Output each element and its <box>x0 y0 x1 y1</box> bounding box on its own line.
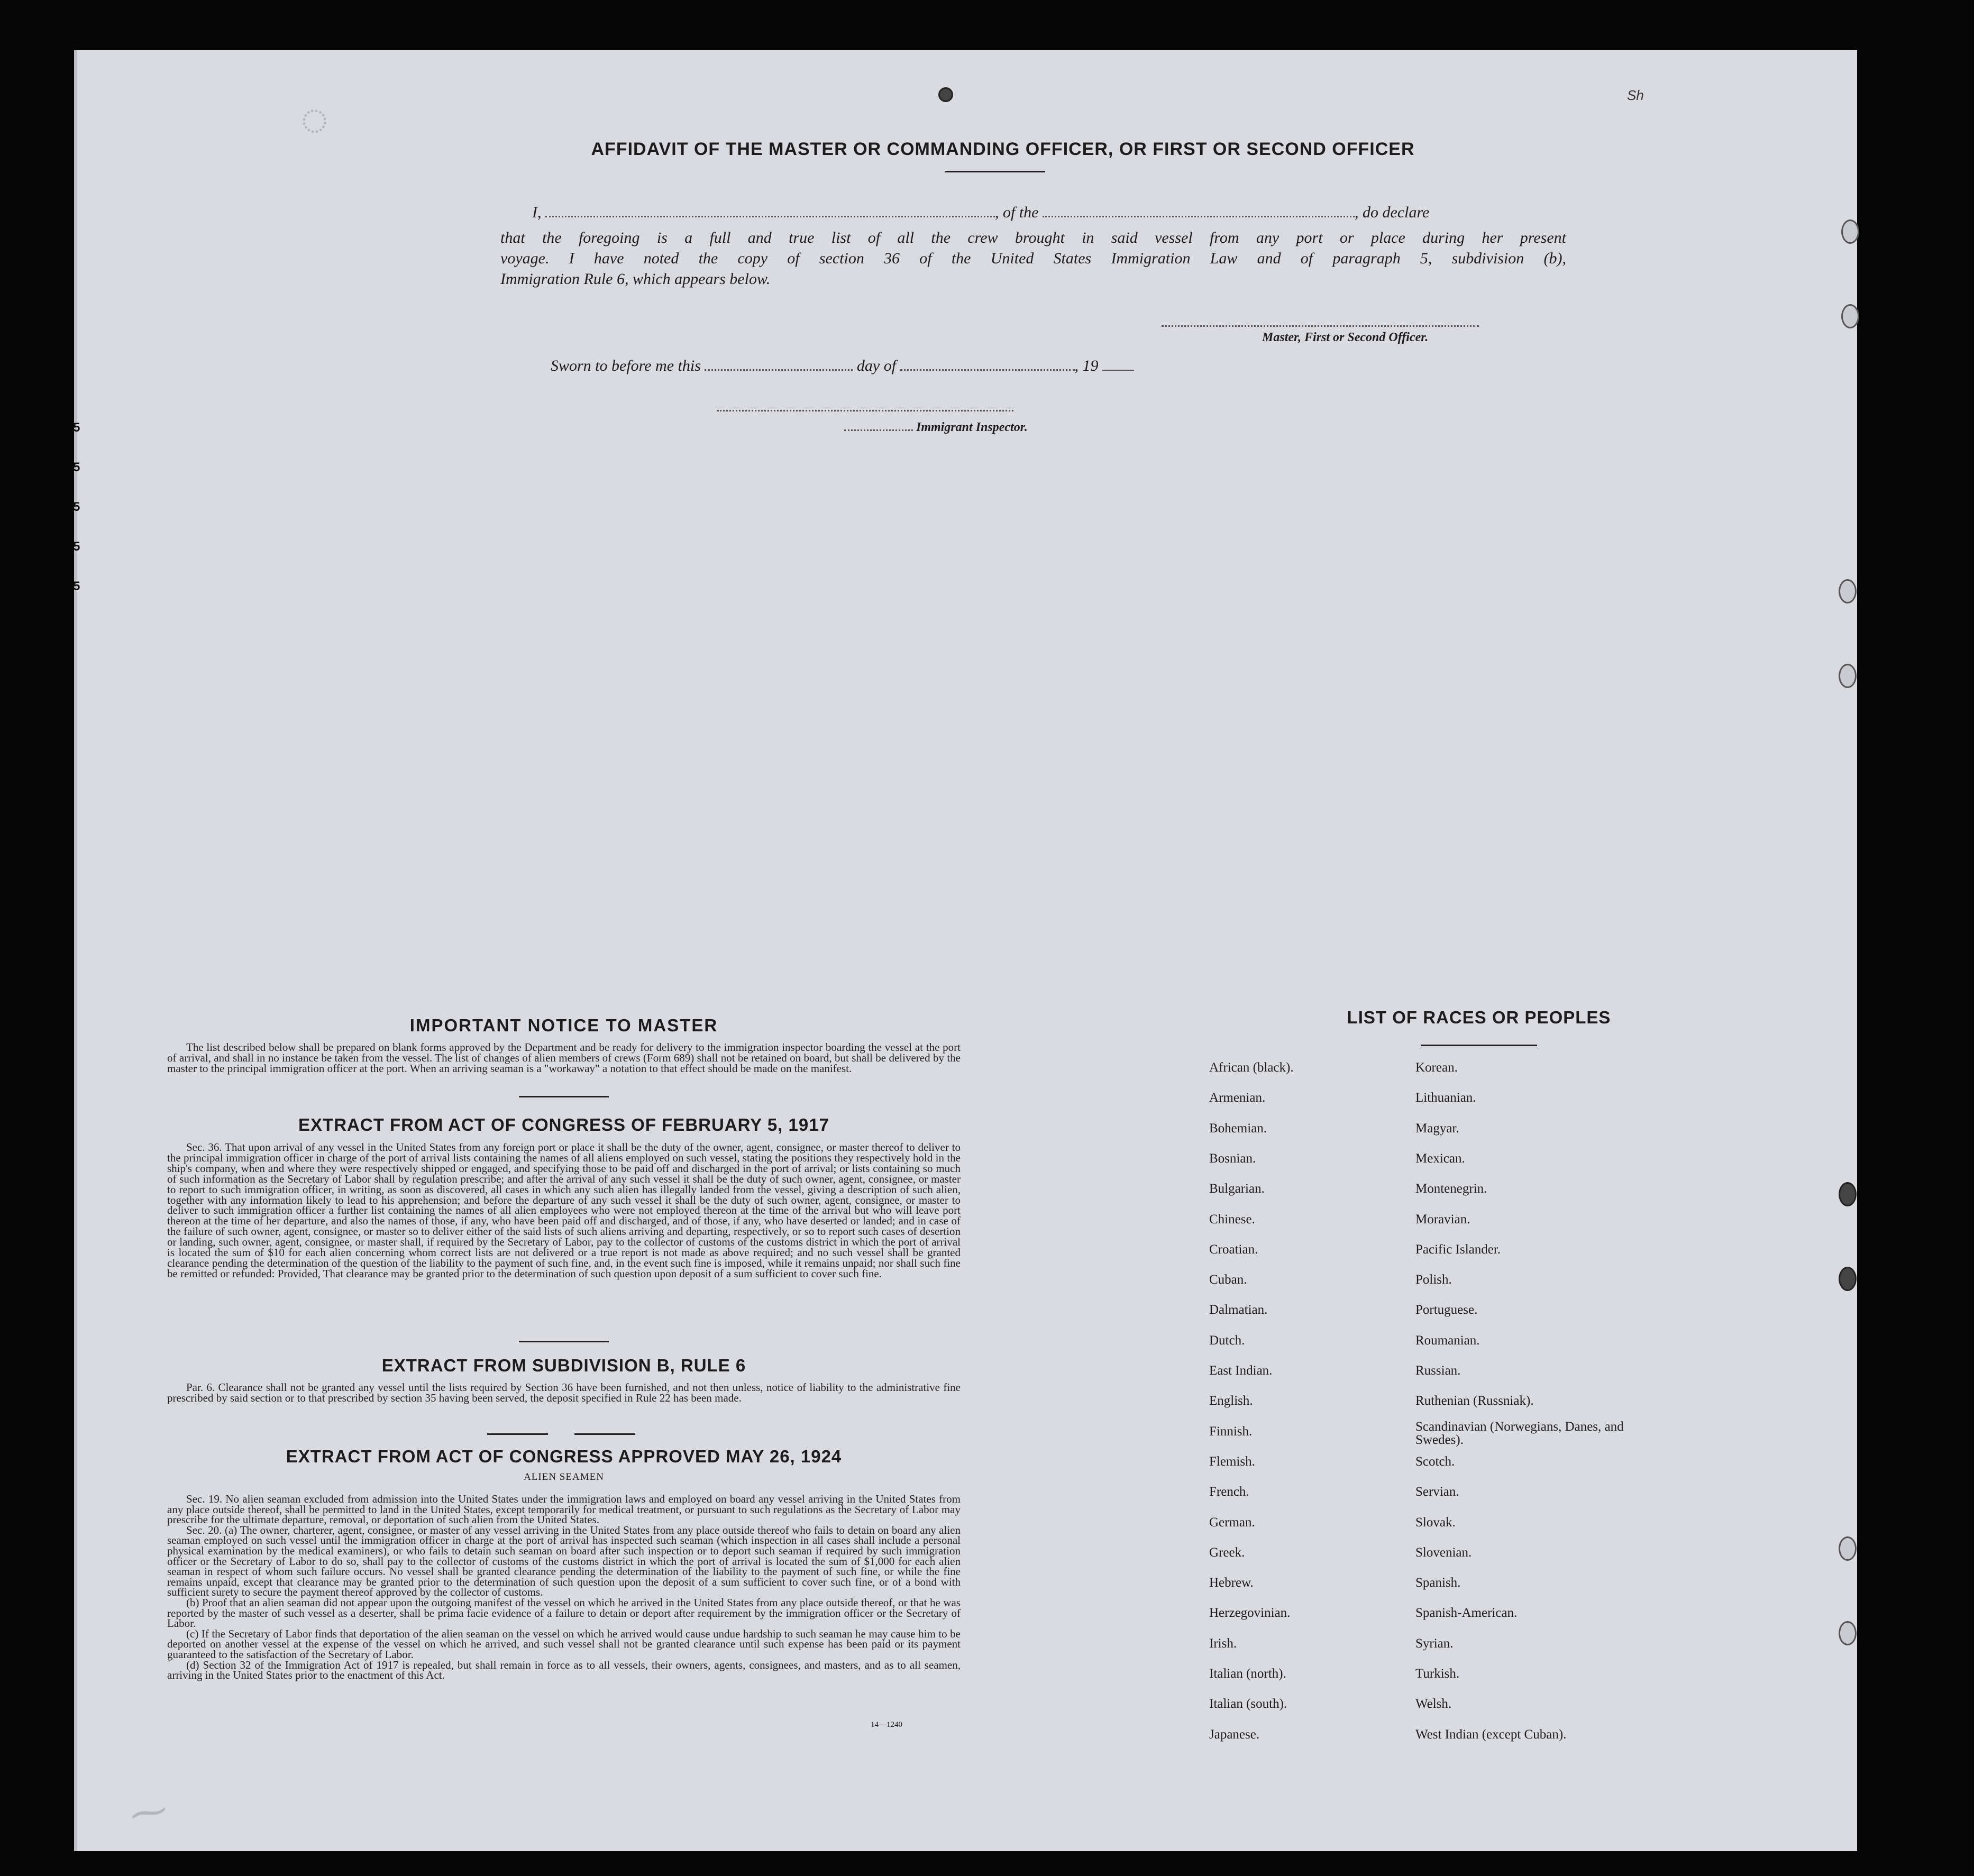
race-item: Japanese. <box>1209 1727 1260 1742</box>
extract-1924-paragraph: (b) Proof that an alien seaman did not appear upon the outgoing manifest of the vessel on which he arrived in the United States from any place outside thereof, or that he was reported by the master of such vessel as a deserter, shall be prima facie evidence of a failure to detain or deport after requirement by the immigration officer or the Secretary of Labor. <box>167 1596 961 1630</box>
race-item: Servian. <box>1415 1485 1459 1499</box>
of-the-label: , of the <box>995 204 1039 221</box>
race-item: Syrian. <box>1415 1636 1454 1651</box>
pencil-scribble-icon: ⁓ <box>127 1789 171 1836</box>
race-item: French. <box>1209 1485 1249 1499</box>
inspector-caption: Immigrant Inspector. <box>916 420 1028 434</box>
affidavit-title: AFFIDAVIT OF THE MASTER OR COMMANDING OFFICER, OR FIRST OR SECOND OFFICER <box>591 139 1415 159</box>
race-item: Roumanian. <box>1415 1333 1480 1348</box>
form-number: 14—1240 <box>871 1721 902 1729</box>
race-item: Montenegrin. <box>1415 1182 1487 1196</box>
race-item: Spanish-American. <box>1415 1606 1518 1621</box>
race-item: Chinese. <box>1209 1212 1255 1227</box>
race-item: Hebrew. <box>1209 1576 1254 1590</box>
sworn-line <box>551 357 1134 375</box>
officer-caption: Master, First or Second Officer. <box>1262 331 1429 344</box>
extract-rule6-text <box>167 1382 961 1403</box>
punch-hole-icon <box>1839 1267 1857 1291</box>
race-item: Croatian. <box>1209 1242 1258 1257</box>
race-item: Russian. <box>1415 1363 1461 1378</box>
extract-1924-paragraph: (c) If the Secretary of Labor finds that deportation of the alien seaman on the vessel on which he arrived would cause undue hardship to such seaman he may cause him to be deported on another vessel at the expense of the vessel on which he arrived, and such vessel shall not be granted clearance until such expense has been paid or its payment guaranteed to the satisfaction of the Secretary of Labor. <box>167 1627 961 1661</box>
race-item: Slovenian. <box>1415 1545 1472 1560</box>
inspector-signature-line[interactable] <box>717 410 1013 411</box>
punch-hole-icon <box>1839 1621 1857 1645</box>
margin-mark: 5 <box>73 539 80 554</box>
affidavit-divider <box>945 171 1045 172</box>
extract-rule6-paragraph: Par. 6. Clearance shall not be granted any vessel until the lists required by Section 36 have been furnished, and not then unless, notice of liability to the administrative fine prescribed by said section or to that prescribed by section 35 having been served, the deposit specified in Rule 22 has been made. <box>167 1381 961 1404</box>
vessel-name-field[interactable] <box>1043 216 1355 217</box>
race-item: Italian (north). <box>1209 1667 1286 1681</box>
punch-hole-icon <box>938 87 953 102</box>
races-title: LIST OF RACES OR PEOPLES <box>1347 1008 1611 1027</box>
race-item: Lithuanian. <box>1415 1091 1476 1105</box>
race-item: Slovak. <box>1415 1515 1456 1530</box>
affidavit-body-line: voyage. I have noted the copy of section 36 of the United States Immigration Law and of paragraph 5, subdivision (b), <box>500 250 1566 267</box>
extract-1917-divider <box>519 1341 609 1342</box>
race-item: Welsh. <box>1415 1697 1452 1712</box>
race-item: Dalmatian. <box>1209 1303 1268 1317</box>
pencil-scribble-icon: ◌ <box>287 90 341 150</box>
race-item: Ruthenian (Russniak). <box>1415 1394 1534 1408</box>
punch-hole-icon <box>1841 219 1859 244</box>
race-item: Italian (south). <box>1209 1697 1287 1712</box>
declare-label: , do declare <box>1355 204 1430 221</box>
punch-hole-icon <box>1839 1536 1857 1561</box>
notice-title: IMPORTANT NOTICE TO MASTER <box>409 1015 718 1035</box>
race-item: West Indian (except Cuban). <box>1415 1727 1567 1742</box>
extract-1917-title: EXTRACT FROM ACT OF CONGRESS OF FEBRUARY 5, 1917 <box>298 1115 829 1134</box>
race-item: Portuguese. <box>1415 1303 1478 1317</box>
declarant-name-field[interactable] <box>545 216 995 217</box>
extract-rule6-divider <box>574 1433 635 1435</box>
extract-rule6-divider <box>487 1433 548 1435</box>
race-item: Armenian. <box>1209 1091 1266 1105</box>
race-item: Greek. <box>1209 1545 1245 1560</box>
race-item: Dutch. <box>1209 1333 1245 1348</box>
race-item: Magyar. <box>1415 1121 1459 1136</box>
punch-hole-icon <box>1839 579 1857 603</box>
notice-paragraph: The list described below shall be prepared on blank forms approved by the Department and be ready for delivery to the immigration inspector boarding the vessel at the port of arrival, and shall in no instance be taken from the vessel. The list of changes of alien members of crews (Form 689) shall not be retained on board, but shall be delivered by the master to the principal immigration officer at the port. When an arriving seaman is a "workaway" a notation to that effect should be made on the manifest. <box>167 1041 961 1075</box>
manifest-sheet <box>74 50 1857 1851</box>
race-item: Bosnian. <box>1209 1151 1256 1166</box>
affidavit-body-line: Immigration Rule 6, which appears below. <box>500 270 771 288</box>
race-item: Bulgarian. <box>1209 1182 1265 1196</box>
declarant-label: I, <box>532 204 542 221</box>
race-item: Moravian. <box>1415 1212 1470 1227</box>
extract-1924-text <box>167 1494 961 1681</box>
affidavit-body-line: that the foregoing is a full and true list of all the crew brought in said vessel from any port or place during her present <box>500 229 1566 246</box>
extract-rule6-title: EXTRACT FROM SUBDIVISION B, RULE 6 <box>381 1356 746 1375</box>
race-item: Scotch. <box>1415 1454 1455 1469</box>
sworn-year-field[interactable] <box>1102 370 1134 371</box>
margin-mark: 5 <box>73 420 80 435</box>
extract-1924-title: EXTRACT FROM ACT OF CONGRESS APPROVED MAY 26, 1924 <box>286 1447 842 1466</box>
notice-divider <box>519 1096 609 1097</box>
affidavit-declaration-line <box>532 204 1566 222</box>
race-item: African (black). <box>1209 1060 1294 1075</box>
race-item: East Indian. <box>1209 1363 1273 1378</box>
race-item: Scandinavian (Norwegians, Danes, and Swedes). <box>1415 1419 1624 1447</box>
extract-1924-paragraph: (d) Section 32 of the Immigration Act of 1917 is repealed, but shall remain in force as to all vessels, their owners, agents, consignees, and masters, and as to all seamen, arriving in the United States prior to the enactment of this Act. <box>167 1658 961 1682</box>
inspector-line <box>844 420 1028 435</box>
margin-mark: 5 <box>73 500 80 514</box>
margin-mark: 5 <box>73 460 80 474</box>
race-item: English. <box>1209 1394 1253 1408</box>
race-item: Pacific Islander. <box>1415 1242 1501 1257</box>
race-item: Irish. <box>1209 1636 1237 1651</box>
sworn-day-field[interactable] <box>705 369 853 371</box>
affidavit-body <box>500 227 1566 289</box>
extract-1924-paragraph: Sec. 20. (a) The owner, charterer, agent, consignee, or master of any vessel arriving in the United States from any place outside thereof who fails to detain on board any alien seaman employed on such vessel until the immigration officer in charge at the port of arrival has inspected such seaman (which inspection in all cases shall include a personal physical examination by the medical examiners), or who fails to detain such seaman on board after such inspection or to deport such seaman if required by such immigration officer or the Secretary of Labor to do so, shall pay to the collector of customs of the customs district in which the port of arrival is located the sum of $1,000 for each alien seaman in respect of whom such failure occurs. No vessel shall be granted clearance pending the determination of the liability to the payment of such fine, or while the fine remains unpaid, except that clearance may be granted prior to the determination of such question upon the deposit of a sum sufficient to cover such fine, or of a bond with sufficient surety to secure the payment thereof approved by the collector of customs. <box>167 1523 961 1599</box>
extract-1917-text <box>167 1142 961 1279</box>
extract-1924-paragraph: Sec. 19. No alien seaman excluded from admission into the United States under the immigration laws and employed on board any vessel arriving in the United States from any place outside thereof, shall be permitted to land in the United States, except temporarily for medical treatment, or pursuant to such regulations as the Secretary of Labor may prescribe for the ultimate departure, removal, or deportation of such alien from the United States. <box>167 1493 961 1526</box>
corner-mark: Sh <box>1627 87 1644 103</box>
punch-hole-icon <box>1839 1182 1857 1206</box>
race-item: Finnish. <box>1209 1424 1253 1439</box>
races-divider <box>1421 1045 1537 1046</box>
sworn-month-field[interactable] <box>900 369 1075 371</box>
year-label: , 19 <box>1074 357 1099 374</box>
extract-1924-subtitle: ALIEN SEAMEN <box>524 1471 604 1483</box>
race-item: Korean. <box>1415 1060 1458 1075</box>
inspector-prefix-field[interactable] <box>844 429 913 431</box>
sworn-label: Sworn to before me this <box>551 357 701 374</box>
race-item: Flemish. <box>1209 1454 1255 1469</box>
race-item: Spanish. <box>1415 1576 1461 1590</box>
extract-1917-paragraph: Sec. 36. That upon arrival of any vessel in the United States from any foreign port or place it shall be the duty of the owner, agent, consignee, or master thereof to deliver to the principal immigration officer in charge of the port of arrival lists containing the names of all aliens employed on such vessel, stating the positions they respectively hold in the ship's company, when and where they were respectively shipped or engaged, and specifying those to be paid off and discharged in the port of arrival; or lists containing so much of such information as the Secretary of Labor shall by regulation prescribe; and after the arrival of any such vessel it shall be the duty of such owner, agent, consignee, or master to report to such immigration officer, in writing, as soon as discovered, all cases in which any such alien has illegally landed from the vessel, giving a description of such alien, together with any information likely to lead to his apprehension; and before the departure of any such vessel it shall be the duty of such owner, agent, consignee, or master to deliver to such immigration officer a further list containing the names of all alien employees who were not employed thereon at the time of the arrival but who will leave port thereon at the time of her departure, and also the names of those, if any, who have been paid off and discharged, and of those, if any, who have deserted or landed; and in case of the failure of such owner, agent, consignee, or master so to deliver either of the said lists of such aliens arriving and departing, respectively, or so to report such cases of desertion or landing, such owner, agent, consignee, or master shall, if required by the Secretary of Labor, pay to the collector of customs of the customs district in which the port of arrival is located the sum of $10 for each alien concerning whom correct lists are not delivered or a true report is not made as above required; and no such vessel shall be granted clearance pending the determination of the question of the liability to the payment of such fine, and, in the event such fine is imposed, while it remains unpaid; nor shall such fine be remitted or refunded: Provided, That clearance may be granted prior to the determination of such question upon deposit of a sum sufficient to cover such fine. <box>167 1141 961 1280</box>
race-item: Mexican. <box>1415 1151 1465 1166</box>
day-of-label: day of <box>856 357 897 374</box>
race-item: Polish. <box>1415 1273 1452 1287</box>
race-item: Turkish. <box>1415 1667 1460 1681</box>
punch-hole-icon <box>1839 664 1857 688</box>
officer-signature-line[interactable] <box>1162 325 1479 327</box>
race-item: Herzegovinian. <box>1209 1606 1291 1621</box>
race-item: Bohemian. <box>1209 1121 1267 1136</box>
race-item: Cuban. <box>1209 1273 1247 1287</box>
race-item: German. <box>1209 1515 1255 1530</box>
notice-text <box>167 1042 961 1074</box>
punch-hole-icon <box>1841 304 1859 328</box>
margin-mark: 5 <box>73 579 80 593</box>
